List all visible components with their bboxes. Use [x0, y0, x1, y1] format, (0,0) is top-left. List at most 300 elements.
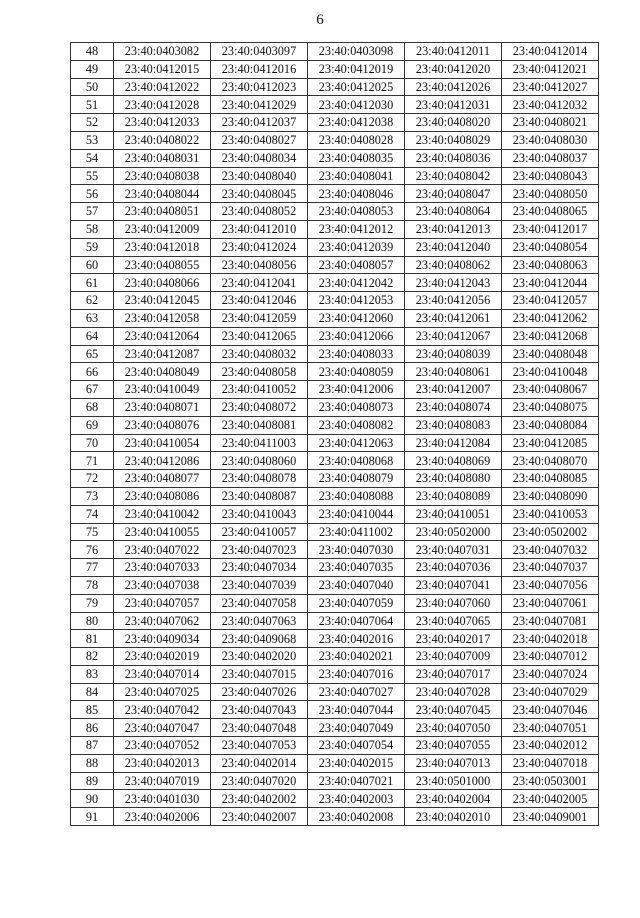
cadastral-code-cell: 23:40:0407030: [308, 541, 405, 559]
row-number: 58: [71, 220, 114, 238]
cadastral-code-cell: 23:40:0412023: [211, 78, 308, 96]
cadastral-code-cell: 23:40:0407057: [114, 594, 211, 612]
cadastral-code-cell: 23:40:0412058: [114, 309, 211, 327]
cadastral-code-cell: 23:40:0402014: [211, 754, 308, 772]
cadastral-code-cell: 23:40:0402021: [308, 648, 405, 666]
cadastral-code-cell: 23:40:0412059: [211, 309, 308, 327]
cadastral-blocks-table: [70, 42, 599, 826]
cadastral-code-cell: 23:40:0412061: [405, 309, 502, 327]
cadastral-code-cell: 23:40:0407018: [502, 754, 599, 772]
row-number: 87: [71, 737, 114, 755]
cadastral-code-cell: 23:40:0412085: [502, 434, 599, 452]
cadastral-code-cell: 23:40:0407031: [405, 541, 502, 559]
row-number: 53: [71, 131, 114, 149]
cadastral-code-cell: 23:40:0407053: [211, 737, 308, 755]
cadastral-code-cell: 23:40:0407037: [502, 559, 599, 577]
table-row: [71, 541, 599, 559]
cadastral-code-cell: 23:40:0408031: [114, 149, 211, 167]
cadastral-code-cell: 23:40:0402010: [405, 808, 502, 826]
cadastral-code-cell: 23:40:0412026: [405, 78, 502, 96]
cadastral-code-cell: 23:40:0412009: [114, 220, 211, 238]
table-row: [71, 114, 599, 132]
table-row: [71, 505, 599, 523]
cadastral-code-cell: 23:40:0408039: [405, 345, 502, 363]
cadastral-code-cell: 23:40:0407058: [211, 594, 308, 612]
cadastral-code-cell: 23:40:0408027: [211, 131, 308, 149]
cadastral-code-cell: 23:40:0407045: [405, 701, 502, 719]
cadastral-code-cell: 23:40:0407048: [211, 719, 308, 737]
table-row: [71, 60, 599, 78]
cadastral-code-cell: 23:40:0408068: [308, 452, 405, 470]
cadastral-code-cell: 23:40:0407016: [308, 665, 405, 683]
cadastral-code-cell: 23:40:0407040: [308, 576, 405, 594]
cadastral-code-cell: 23:40:0408082: [308, 416, 405, 434]
table-row: [71, 790, 599, 808]
cadastral-code-cell: 23:40:0412062: [502, 309, 599, 327]
cadastral-code-cell: 23:40:0412028: [114, 96, 211, 114]
cadastral-code-cell: 23:40:0408059: [308, 363, 405, 381]
cadastral-code-cell: 23:40:0410049: [114, 381, 211, 399]
row-number: 63: [71, 309, 114, 327]
table-row: [71, 754, 599, 772]
cadastral-code-cell: 23:40:0402017: [405, 630, 502, 648]
cadastral-code-cell: 23:40:0412053: [308, 292, 405, 310]
cadastral-code-cell: 23:40:0408057: [308, 256, 405, 274]
cadastral-code-cell: 23:40:0402019: [114, 648, 211, 666]
cadastral-code-cell: 23:40:0412014: [502, 43, 599, 61]
cadastral-code-cell: 23:40:0408073: [308, 398, 405, 416]
cadastral-code-cell: 23:40:0410043: [211, 505, 308, 523]
table-body: [71, 43, 599, 826]
cadastral-code-cell: 23:40:0407025: [114, 683, 211, 701]
cadastral-code-cell: 23:40:0408084: [502, 416, 599, 434]
table-row: [71, 238, 599, 256]
cadastral-code-cell: 23:40:0402020: [211, 648, 308, 666]
row-number: 75: [71, 523, 114, 541]
cadastral-code-cell: 23:40:0412046: [211, 292, 308, 310]
row-number: 69: [71, 416, 114, 434]
cadastral-code-cell: 23:40:0503001: [502, 772, 599, 790]
cadastral-code-cell: 23:40:0408074: [405, 398, 502, 416]
table-row: [71, 701, 599, 719]
cadastral-code-cell: 23:40:0407009: [405, 648, 502, 666]
cadastral-code-cell: 23:40:0408085: [502, 470, 599, 488]
row-number: 80: [71, 612, 114, 630]
cadastral-code-cell: 23:40:0408042: [405, 167, 502, 185]
cadastral-code-cell: 23:40:0407035: [308, 559, 405, 577]
cadastral-code-cell: 23:40:0407023: [211, 541, 308, 559]
cadastral-code-cell: 23:40:0407049: [308, 719, 405, 737]
cadastral-code-cell: 23:40:0407054: [308, 737, 405, 755]
table-row: [71, 416, 599, 434]
row-number: 56: [71, 185, 114, 203]
table-row: [71, 292, 599, 310]
cadastral-code-cell: 23:40:0409001: [502, 808, 599, 826]
cadastral-code-cell: 23:40:0408081: [211, 416, 308, 434]
table-row: [71, 523, 599, 541]
cadastral-code-cell: 23:40:0402008: [308, 808, 405, 826]
row-number: 84: [71, 683, 114, 701]
cadastral-code-cell: 23:40:0402013: [114, 754, 211, 772]
cadastral-code-cell: 23:40:0408049: [114, 363, 211, 381]
table-row: [71, 737, 599, 755]
cadastral-code-cell: 23:40:0408067: [502, 381, 599, 399]
row-number: 70: [71, 434, 114, 452]
cadastral-code-cell: 23:40:0408022: [114, 131, 211, 149]
cadastral-code-cell: 23:40:0408045: [211, 185, 308, 203]
cadastral-code-cell: 23:40:0408021: [502, 114, 599, 132]
row-number: 49: [71, 60, 114, 78]
cadastral-code-cell: 23:40:0410042: [114, 505, 211, 523]
cadastral-code-cell: 23:40:0408077: [114, 470, 211, 488]
cadastral-code-cell: 23:40:0407064: [308, 612, 405, 630]
cadastral-code-cell: 23:40:0408069: [405, 452, 502, 470]
row-number: 85: [71, 701, 114, 719]
cadastral-code-cell: 23:40:0403097: [211, 43, 308, 61]
cadastral-code-cell: 23:40:0407043: [211, 701, 308, 719]
cadastral-code-cell: 23:40:0502002: [502, 523, 599, 541]
row-number: 73: [71, 487, 114, 505]
cadastral-code-cell: 23:40:0408090: [502, 487, 599, 505]
cadastral-code-cell: 23:40:0412057: [502, 292, 599, 310]
cadastral-code-cell: 23:40:0407055: [405, 737, 502, 755]
table-row: [71, 576, 599, 594]
cadastral-code-cell: 23:40:0408062: [405, 256, 502, 274]
cadastral-code-cell: 23:40:0412017: [502, 220, 599, 238]
row-number: 68: [71, 398, 114, 416]
cadastral-code-cell: 23:40:0412064: [114, 327, 211, 345]
row-number: 79: [71, 594, 114, 612]
table-row: [71, 43, 599, 61]
cadastral-code-cell: 23:40:0408086: [114, 487, 211, 505]
table-row: [71, 487, 599, 505]
cadastral-code-cell: 23:40:0402004: [405, 790, 502, 808]
cadastral-code-cell: 23:40:0409034: [114, 630, 211, 648]
cadastral-code-cell: 23:40:0408033: [308, 345, 405, 363]
cadastral-code-cell: 23:40:0407021: [308, 772, 405, 790]
row-number: 67: [71, 381, 114, 399]
cadastral-code-cell: 23:40:0410048: [502, 363, 599, 381]
cadastral-code-cell: 23:40:0412029: [211, 96, 308, 114]
row-number: 77: [71, 559, 114, 577]
cadastral-code-cell: 23:40:0407044: [308, 701, 405, 719]
row-number: 62: [71, 292, 114, 310]
cadastral-code-cell: 23:40:0408080: [405, 470, 502, 488]
cadastral-code-cell: 23:40:0407019: [114, 772, 211, 790]
cadastral-code-cell: 23:40:0407032: [502, 541, 599, 559]
cadastral-code-cell: 23:40:0408028: [308, 131, 405, 149]
cadastral-code-cell: 23:40:0408036: [405, 149, 502, 167]
table-row: [71, 363, 599, 381]
cadastral-code-cell: 23:40:0408064: [405, 203, 502, 221]
cadastral-code-cell: 23:40:0408063: [502, 256, 599, 274]
cadastral-code-cell: 23:40:0407017: [405, 665, 502, 683]
cadastral-code-cell: 23:40:0408029: [405, 131, 502, 149]
cadastral-code-cell: 23:40:0408037: [502, 149, 599, 167]
cadastral-code-cell: 23:40:0410052: [211, 381, 308, 399]
row-number: 50: [71, 78, 114, 96]
table-row: [71, 274, 599, 292]
cadastral-code-cell: 23:40:0412041: [211, 274, 308, 292]
row-number: 91: [71, 808, 114, 826]
cadastral-code-cell: 23:40:0411002: [308, 523, 405, 541]
cadastral-code-cell: 23:40:0412013: [405, 220, 502, 238]
cadastral-code-cell: 23:40:0412056: [405, 292, 502, 310]
cadastral-code-cell: 23:40:0407060: [405, 594, 502, 612]
cadastral-code-cell: 23:40:0408048: [502, 345, 599, 363]
table-row: [71, 648, 599, 666]
cadastral-code-cell: 23:40:0412007: [405, 381, 502, 399]
row-number: 78: [71, 576, 114, 594]
table-row: [71, 452, 599, 470]
cadastral-code-cell: 23:40:0410053: [502, 505, 599, 523]
cadastral-code-cell: 23:40:0407036: [405, 559, 502, 577]
cadastral-code-cell: 23:40:0403098: [308, 43, 405, 61]
cadastral-code-cell: 23:40:0412037: [211, 114, 308, 132]
cadastral-code-cell: 23:40:0408035: [308, 149, 405, 167]
table-row: [71, 381, 599, 399]
cadastral-code-cell: 23:40:0501000: [405, 772, 502, 790]
cadastral-code-cell: 23:40:0412010: [211, 220, 308, 238]
cadastral-code-cell: 23:40:0408060: [211, 452, 308, 470]
cadastral-code-cell: 23:40:0407024: [502, 665, 599, 683]
table-row: [71, 772, 599, 790]
cadastral-code-cell: 23:40:0407020: [211, 772, 308, 790]
cadastral-code-cell: 23:40:0412019: [308, 60, 405, 78]
row-number: 90: [71, 790, 114, 808]
row-number: 54: [71, 149, 114, 167]
cadastral-code-cell: 23:40:0407061: [502, 594, 599, 612]
table-row: [71, 309, 599, 327]
cadastral-code-cell: 23:40:0407059: [308, 594, 405, 612]
cadastral-code-cell: 23:40:0407050: [405, 719, 502, 737]
cadastral-code-cell: 23:40:0408050: [502, 185, 599, 203]
cadastral-code-cell: 23:40:0407062: [114, 612, 211, 630]
cadastral-code-cell: 23:40:0408071: [114, 398, 211, 416]
cadastral-code-cell: 23:40:0407022: [114, 541, 211, 559]
cadastral-code-cell: 23:40:0412033: [114, 114, 211, 132]
cadastral-code-cell: 23:40:0408087: [211, 487, 308, 505]
table-row: [71, 167, 599, 185]
cadastral-code-cell: 23:40:0408034: [211, 149, 308, 167]
table-row: [71, 78, 599, 96]
row-number: 83: [71, 665, 114, 683]
row-number: 82: [71, 648, 114, 666]
cadastral-code-cell: 23:40:0408038: [114, 167, 211, 185]
row-number: 89: [71, 772, 114, 790]
cadastral-code-cell: 23:40:0412068: [502, 327, 599, 345]
table-row: [71, 719, 599, 737]
page-number: 6: [316, 12, 324, 28]
cadastral-code-cell: 23:40:0402003: [308, 790, 405, 808]
cadastral-code-cell: 23:40:0412022: [114, 78, 211, 96]
cadastral-code-cell: 23:40:0408040: [211, 167, 308, 185]
cadastral-code-cell: 23:40:0408041: [308, 167, 405, 185]
cadastral-code-cell: 23:40:0408043: [502, 167, 599, 185]
cadastral-code-cell: 23:40:0412086: [114, 452, 211, 470]
cadastral-code-cell: 23:40:0412045: [114, 292, 211, 310]
table-row: [71, 149, 599, 167]
cadastral-code-cell: 23:40:0412018: [114, 238, 211, 256]
cadastral-code-cell: 23:40:0402012: [502, 737, 599, 755]
cadastral-code-cell: 23:40:0402018: [502, 630, 599, 648]
row-number: 74: [71, 505, 114, 523]
cadastral-code-cell: 23:40:0412087: [114, 345, 211, 363]
cadastral-code-cell: 23:40:0407014: [114, 665, 211, 683]
cadastral-code-cell: 23:40:0407046: [502, 701, 599, 719]
cadastral-code-cell: 23:40:0408061: [405, 363, 502, 381]
row-number: 48: [71, 43, 114, 61]
cadastral-code-cell: 23:40:0408020: [405, 114, 502, 132]
table-row: [71, 612, 599, 630]
cadastral-code-cell: 23:40:0412025: [308, 78, 405, 96]
cadastral-code-cell: 23:40:0408070: [502, 452, 599, 470]
row-number: 60: [71, 256, 114, 274]
cadastral-code-cell: 23:40:0402005: [502, 790, 599, 808]
cadastral-code-cell: 23:40:0412066: [308, 327, 405, 345]
cadastral-code-cell: 23:40:0408072: [211, 398, 308, 416]
cadastral-code-cell: 23:40:0407065: [405, 612, 502, 630]
row-number: 52: [71, 114, 114, 132]
cadastral-code-cell: 23:40:0412060: [308, 309, 405, 327]
cadastral-code-cell: 23:40:0410054: [114, 434, 211, 452]
cadastral-code-cell: 23:40:0412042: [308, 274, 405, 292]
row-number: 51: [71, 96, 114, 114]
cadastral-code-cell: 23:40:0412084: [405, 434, 502, 452]
cadastral-code-cell: 23:40:0408053: [308, 203, 405, 221]
cadastral-code-cell: 23:40:0410051: [405, 505, 502, 523]
cadastral-code-cell: 23:40:0412063: [308, 434, 405, 452]
cadastral-code-cell: 23:40:0408075: [502, 398, 599, 416]
cadastral-code-cell: 23:40:0407015: [211, 665, 308, 683]
cadastral-code-cell: 23:40:0408051: [114, 203, 211, 221]
cadastral-code-cell: 23:40:0412040: [405, 238, 502, 256]
cadastral-code-cell: 23:40:0408044: [114, 185, 211, 203]
row-number: 81: [71, 630, 114, 648]
cadastral-code-cell: 23:40:0408078: [211, 470, 308, 488]
cadastral-code-cell: 23:40:0408065: [502, 203, 599, 221]
cadastral-code-cell: 23:40:0412031: [405, 96, 502, 114]
table-row: [71, 131, 599, 149]
cadastral-code-cell: 23:40:0407052: [114, 737, 211, 755]
cadastral-code-cell: 23:40:0403082: [114, 43, 211, 61]
table-row: [71, 327, 599, 345]
cadastral-code-cell: 23:40:0412043: [405, 274, 502, 292]
cadastral-code-cell: 23:40:0407056: [502, 576, 599, 594]
cadastral-code-cell: 23:40:0407047: [114, 719, 211, 737]
cadastral-code-cell: 23:40:0412065: [211, 327, 308, 345]
cadastral-code-cell: 23:40:0407028: [405, 683, 502, 701]
cadastral-code-cell: 23:40:0408088: [308, 487, 405, 505]
cadastral-code-cell: 23:40:0412038: [308, 114, 405, 132]
cadastral-code-cell: 23:40:0412015: [114, 60, 211, 78]
cadastral-code-cell: 23:40:0408030: [502, 131, 599, 149]
row-number: 72: [71, 470, 114, 488]
row-number: 59: [71, 238, 114, 256]
table-row: [71, 470, 599, 488]
cadastral-code-cell: 23:40:0408047: [405, 185, 502, 203]
cadastral-code-cell: 23:40:0408052: [211, 203, 308, 221]
cadastral-code-cell: 23:40:0402007: [211, 808, 308, 826]
row-number: 64: [71, 327, 114, 345]
table-row: [71, 185, 599, 203]
cadastral-code-cell: 23:40:0410055: [114, 523, 211, 541]
cadastral-code-cell: 23:40:0502000: [405, 523, 502, 541]
cadastral-code-cell: 23:40:0412012: [308, 220, 405, 238]
cadastral-code-cell: 23:40:0412021: [502, 60, 599, 78]
cadastral-code-cell: 23:40:0408056: [211, 256, 308, 274]
table-row: [71, 256, 599, 274]
table-row: [71, 683, 599, 701]
cadastral-code-cell: 23:40:0407038: [114, 576, 211, 594]
cadastral-code-cell: 23:40:0407027: [308, 683, 405, 701]
table-row: [71, 203, 599, 221]
cadastral-code-cell: 23:40:0412020: [405, 60, 502, 78]
cadastral-code-cell: 23:40:0410044: [308, 505, 405, 523]
cadastral-code-cell: 23:40:0407034: [211, 559, 308, 577]
cadastral-code-cell: 23:40:0408079: [308, 470, 405, 488]
cadastral-code-cell: 23:40:0407039: [211, 576, 308, 594]
table-row: [71, 559, 599, 577]
row-number: 61: [71, 274, 114, 292]
row-number: 66: [71, 363, 114, 381]
cadastral-code-cell: 23:40:0408089: [405, 487, 502, 505]
cadastral-code-cell: 23:40:0402002: [211, 790, 308, 808]
row-number: 76: [71, 541, 114, 559]
cadastral-code-cell: 23:40:0412027: [502, 78, 599, 96]
row-number: 55: [71, 167, 114, 185]
cadastral-code-cell: 23:40:0407063: [211, 612, 308, 630]
cadastral-code-cell: 23:40:0412032: [502, 96, 599, 114]
cadastral-code-cell: 23:40:0407041: [405, 576, 502, 594]
cadastral-code-cell: 23:40:0407013: [405, 754, 502, 772]
cadastral-code-cell: 23:40:0407042: [114, 701, 211, 719]
cadastral-code-cell: 23:40:0401030: [114, 790, 211, 808]
cadastral-code-cell: 23:40:0407029: [502, 683, 599, 701]
cadastral-code-cell: 23:40:0412011: [405, 43, 502, 61]
cadastral-code-cell: 23:40:0412030: [308, 96, 405, 114]
table-row: [71, 665, 599, 683]
table-row: [71, 96, 599, 114]
table-row: [71, 345, 599, 363]
cadastral-code-cell: 23:40:0402016: [308, 630, 405, 648]
table-row: [71, 220, 599, 238]
cadastral-code-cell: 23:40:0408058: [211, 363, 308, 381]
cadastral-code-cell: 23:40:0408055: [114, 256, 211, 274]
cadastral-code-cell: 23:40:0411003: [211, 434, 308, 452]
table-row: [71, 630, 599, 648]
row-number: 86: [71, 719, 114, 737]
cadastral-code-cell: 23:40:0408046: [308, 185, 405, 203]
row-number: 57: [71, 203, 114, 221]
cadastral-code-cell: 23:40:0408054: [502, 238, 599, 256]
table-row: [71, 398, 599, 416]
cadastral-code-cell: 23:40:0408076: [114, 416, 211, 434]
cadastral-code-cell: 23:40:0407081: [502, 612, 599, 630]
cadastral-code-cell: 23:40:0402015: [308, 754, 405, 772]
cadastral-code-cell: 23:40:0408083: [405, 416, 502, 434]
cadastral-code-cell: 23:40:0408032: [211, 345, 308, 363]
cadastral-code-cell: 23:40:0412044: [502, 274, 599, 292]
cadastral-code-cell: 23:40:0412006: [308, 381, 405, 399]
row-number: 65: [71, 345, 114, 363]
cadastral-code-cell: 23:40:0407012: [502, 648, 599, 666]
cadastral-code-cell: 23:40:0410057: [211, 523, 308, 541]
cadastral-code-cell: 23:40:0412039: [308, 238, 405, 256]
table-row: [71, 594, 599, 612]
row-number: 88: [71, 754, 114, 772]
cadastral-code-cell: 23:40:0407033: [114, 559, 211, 577]
